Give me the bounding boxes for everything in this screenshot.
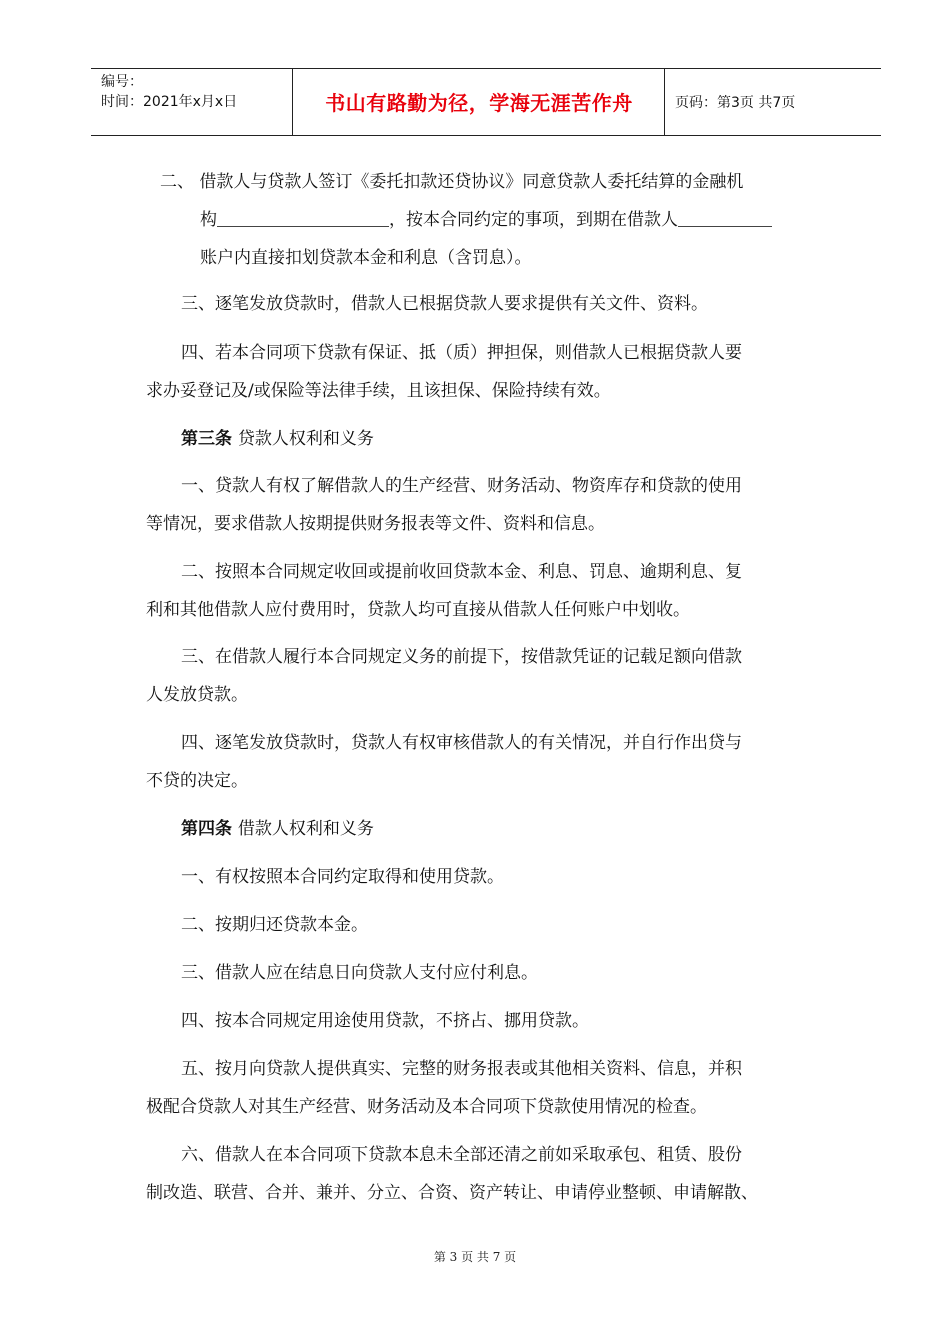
blank-institution[interactable] xyxy=(217,206,389,227)
header-meta xyxy=(101,72,237,112)
art4-item-2: 二、按期归还贷款本金。 xyxy=(181,915,368,935)
clause-2-text-b: ，按本合同约定的事项，到期在借款人 xyxy=(389,210,678,230)
clause-4-line-1: 四、若本合同项下贷款有保证、抵（质）押担保，则借款人已根据贷款人要 xyxy=(181,343,742,363)
clause-2-line-3: 账户内直接扣划贷款本金和利息（含罚息）。 xyxy=(200,248,532,268)
art3-item-1-line-1: 一、贷款人有权了解借款人的生产经营、财务活动、物资库存和贷款的使用 xyxy=(181,476,742,496)
art4-item-3: 三、借款人应在结息日向贷款人支付应付利息。 xyxy=(181,963,538,983)
art3-item-4-line-1: 四、逐笔发放贷款时，贷款人有权审核借款人的有关情况，并自行作出贷与 xyxy=(181,733,742,753)
art3-item-3-line-2: 人发放贷款。 xyxy=(146,685,248,705)
clause-2-text-a: 构 xyxy=(200,210,217,230)
art4-item-5-line-1: 五、按月向贷款人提供真实、完整的财务报表或其他相关资料、信息，并积 xyxy=(181,1059,742,1079)
document-date: 时间：2021年x月x日 xyxy=(101,94,238,110)
article-4-title: 借款人权利和义务 xyxy=(237,819,374,839)
header-motto: 书山有路勤为径，学海无涯苦作舟 xyxy=(325,91,633,115)
clause-4-line-2: 求办妥登记及/或保险等法律手续，且该担保、保险持续有效。 xyxy=(146,381,611,401)
article-3-heading xyxy=(181,420,374,458)
art3-item-3-line-1: 三、在借款人履行本合同规定义务的前提下，按借款凭证的记载足额向借款 xyxy=(181,647,742,667)
art4-item-6-line-1: 六、借款人在本合同项下贷款本息未全部还清之前如采取承包、租赁、股份 xyxy=(181,1145,742,1165)
art4-item-6-line-2: 制改造、联营、合并、兼并、分立、合资、资产转让、申请停业整顿、申请解散、 xyxy=(146,1183,758,1203)
page-footer: 第 3 页 共 7 页 xyxy=(433,1250,517,1264)
document-number: 编号： xyxy=(101,74,143,90)
article-4-heading xyxy=(181,810,374,848)
art4-item-1: 一、有权按照本合同约定取得和使用贷款。 xyxy=(181,867,504,887)
article-3-label: 第三条 xyxy=(181,429,232,449)
clause-3: 三、逐笔发放贷款时，借款人已根据贷款人要求提供有关文件、资料。 xyxy=(181,294,708,314)
art3-item-2-line-2: 利和其他借款人应付费用时，贷款人均可直接从借款人任何账户中划收。 xyxy=(146,600,690,620)
blank-borrower-account[interactable] xyxy=(678,206,772,227)
art4-item-4: 四、按本合同规定用途使用贷款，不挤占、挪用贷款。 xyxy=(181,1011,589,1031)
art3-item-2-line-1: 二、按照本合同规定收回或提前收回贷款本金、利息、罚息、逾期利息、复 xyxy=(181,562,742,582)
header-page-info: 页码：第3页 共7页 xyxy=(675,95,796,111)
clause-2-line-2 xyxy=(200,201,772,239)
article-4-label: 第四条 xyxy=(181,819,232,839)
art3-item-4-line-2: 不贷的决定。 xyxy=(146,771,248,791)
header-bottom-rule xyxy=(91,135,881,136)
art3-item-1-line-2: 等情况，要求借款人按期提供财务报表等文件、资料和信息。 xyxy=(146,514,605,534)
clause-2-line-1: 二、 借款人与贷款人签订《委托扣款还贷协议》同意贷款人委托结算的金融机 xyxy=(160,172,744,192)
art4-item-5-line-2: 极配合贷款人对其生产经营、财务活动及本合同项下贷款使用情况的检查。 xyxy=(146,1097,707,1117)
article-3-title: 贷款人权利和义务 xyxy=(237,429,374,449)
